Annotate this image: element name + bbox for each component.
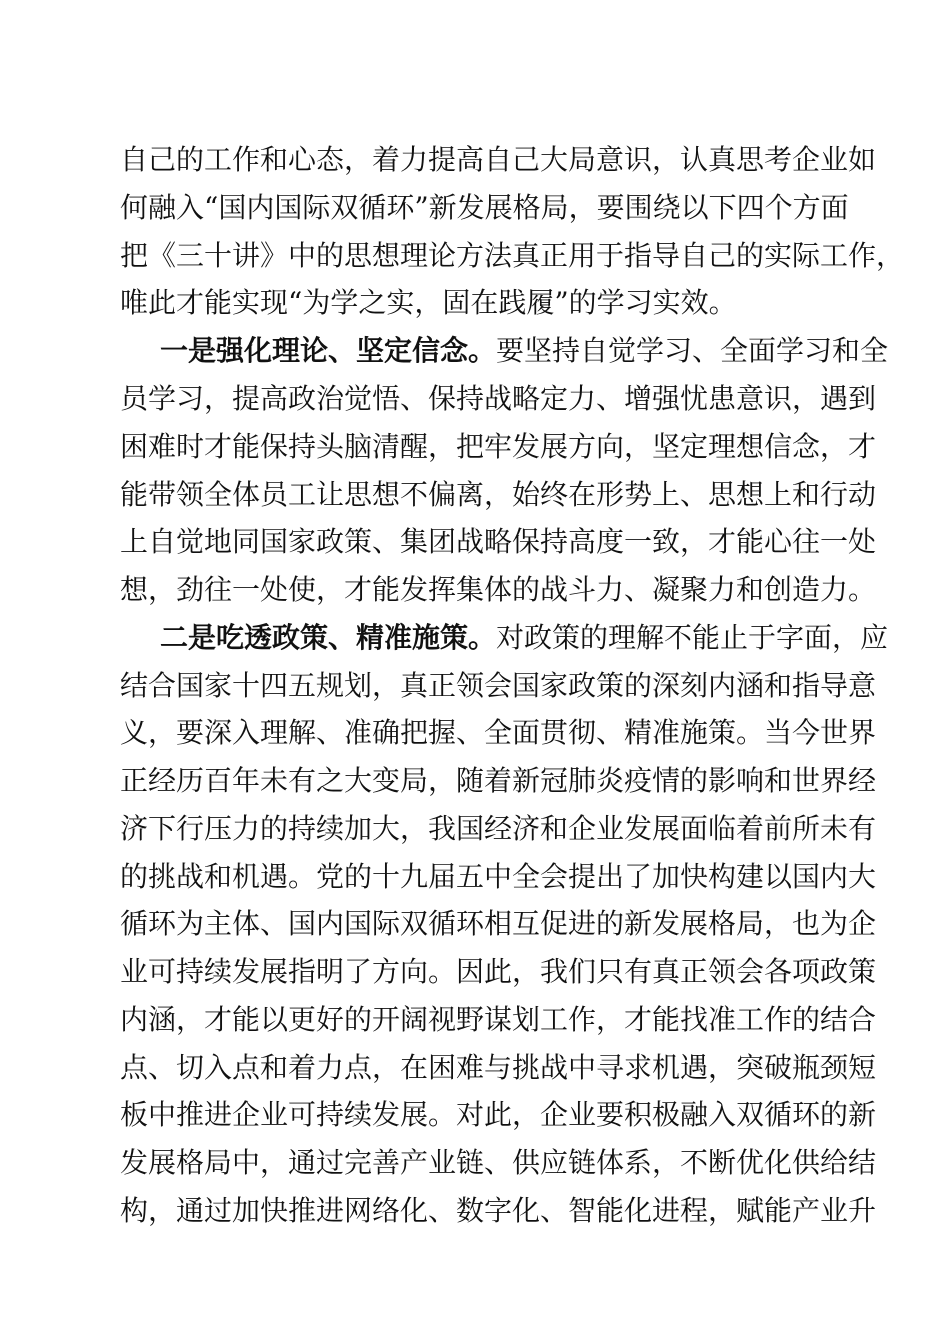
body-text-line: 结合国家十四五规划，真正领会国家政策的深刻内涵和指导意: [120, 669, 877, 702]
body-text-line: 把《三十讲》中的思想理论方法真正用于指导自己的实际工作，: [120, 239, 905, 272]
body-text-line: 的挑战和机遇。党的十九届五中全会提出了加快构建以国内大: [120, 860, 877, 893]
body-text-line: 构，通过加快推进网络化、数字化、智能化进程，赋能产业升: [120, 1194, 877, 1227]
body-text-line: 内涵，才能以更好的开阔视野谋划工作，才能找准工作的结合: [120, 1003, 877, 1036]
body-text-line: 板中推进企业可持续发展。对此，企业要积极融入双循环的新: [120, 1098, 877, 1131]
body-text-line: 上自觉地同国家政策、集团战略保持高度一致，才能心往一处: [120, 525, 877, 558]
section-heading: 一是强化理论、坚定信念。: [160, 334, 497, 367]
body-text-line: 点、切入点和着力点，在困难与挑战中寻求机遇，突破瓶颈短: [120, 1051, 877, 1084]
paragraph-first-line: [160, 618, 889, 658]
body-text-line: 业可持续发展指明了方向。因此，我们只有真正领会各项政策: [120, 955, 877, 988]
body-text-line: 员学习，提高政治觉悟、保持战略定力、增强忧患意识，遇到: [120, 382, 877, 415]
paragraph-first-line: [160, 331, 889, 371]
body-text-line: 循环为主体、国内国际双循环相互促进的新发展格局，也为企: [120, 907, 877, 940]
body-text-line: 唯此才能实现“为学之实，固在践履”的学习实效。: [120, 286, 737, 319]
section-heading: 二是吃透政策、精准施策。: [160, 621, 497, 654]
body-text-line: 何融入“国内国际双循环”新发展格局，要围绕以下四个方面: [120, 191, 849, 224]
body-text-line: 发展格局中，通过完善产业链、供应链体系，不断优化供给结: [120, 1146, 877, 1179]
body-text-line: 困难时才能保持头脑清醒，把牢发展方向，坚定理想信念，才: [120, 430, 877, 463]
body-text-line: 想，劲往一处使，才能发挥集体的战斗力、凝聚力和创造力。: [120, 573, 877, 606]
body-text-line: 济下行压力的持续加大，我国经济和企业发展面临着前所未有: [120, 812, 877, 845]
body-text-line: 自己的工作和心态，着力提高自己大局意识，认真思考企业如: [120, 143, 877, 176]
body-text-line: 义，要深入理解、准确把握、全面贯彻、精准施策。当今世界: [120, 716, 877, 749]
body-text-line: 能带领全体员工让思想不偏离，始终在形势上、思想上和行动: [120, 478, 877, 511]
body-text-line: 正经历百年未有之大变局，随着新冠肺炎疫情的影响和世界经: [120, 764, 877, 797]
body-text-span: 要坚持自觉学习、全面学习和全: [496, 334, 889, 367]
body-text-span: 对政策的理解不能止于字面，应: [496, 621, 889, 654]
